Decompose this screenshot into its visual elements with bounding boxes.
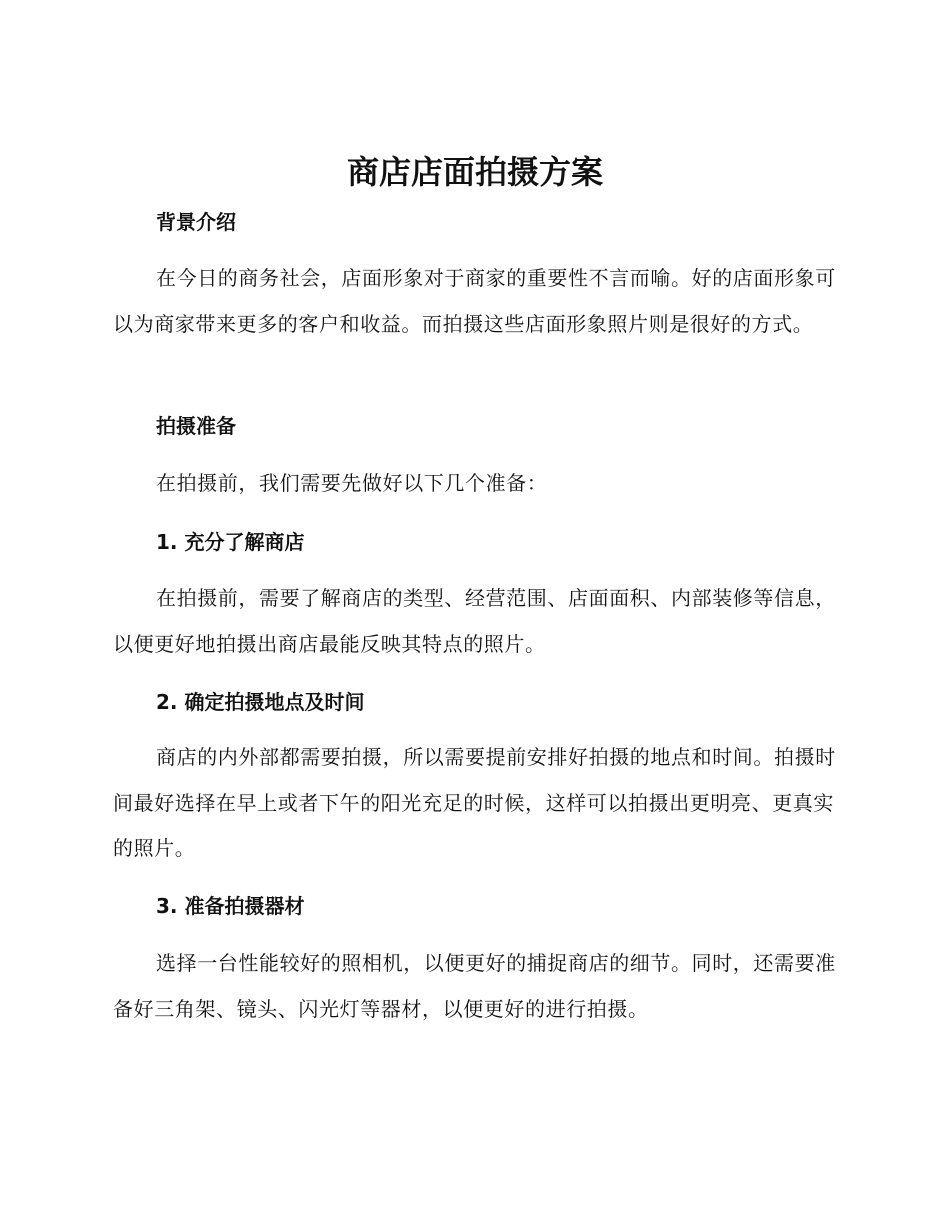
section-heading-understand-store: 1. 充分了解商店 (156, 530, 305, 554)
paragraph-background: 在今日的商务社会，店面形象对于商家的重要性不言而喻。好的店面形象可以为商家带来更多的客户和收益。而拍摄这些店面形象照片则是很好的方式。 (113, 266, 836, 336)
paragraph-understand-store: 在拍摄前，需要了解商店的类型、经营范围、店面面积、内部装修等信息，以便更好地拍摄出商店最能反映其特点的照片。 (113, 586, 836, 656)
section-heading-preparation: 拍摄准备 (156, 414, 236, 438)
document-title: 商店店面拍摄方案 (346, 153, 603, 191)
paragraph-equipment: 选择一台性能较好的照相机，以便更好的捕捉商店的细节。同时，还需要准备好三角架、镜头、闪光灯等器材，以便更好的进行拍摄。 (113, 951, 836, 1021)
paragraph-location-time: 商店的内外部都需要拍摄，所以需要提前安排好拍摄的地点和时间。拍摄时间最好选择在早上或者下午的阳光充足的时候，这样可以拍摄出更明亮、更真实的照片。 (113, 745, 836, 860)
section-heading-equipment: 3. 准备拍摄器材 (156, 894, 305, 918)
section-heading-location-time: 2. 确定拍摄地点及时间 (156, 690, 365, 714)
paragraph-preparation: 在拍摄前，我们需要先做好以下几个准备： (156, 471, 548, 495)
section-heading-background: 背景介绍 (156, 210, 236, 234)
